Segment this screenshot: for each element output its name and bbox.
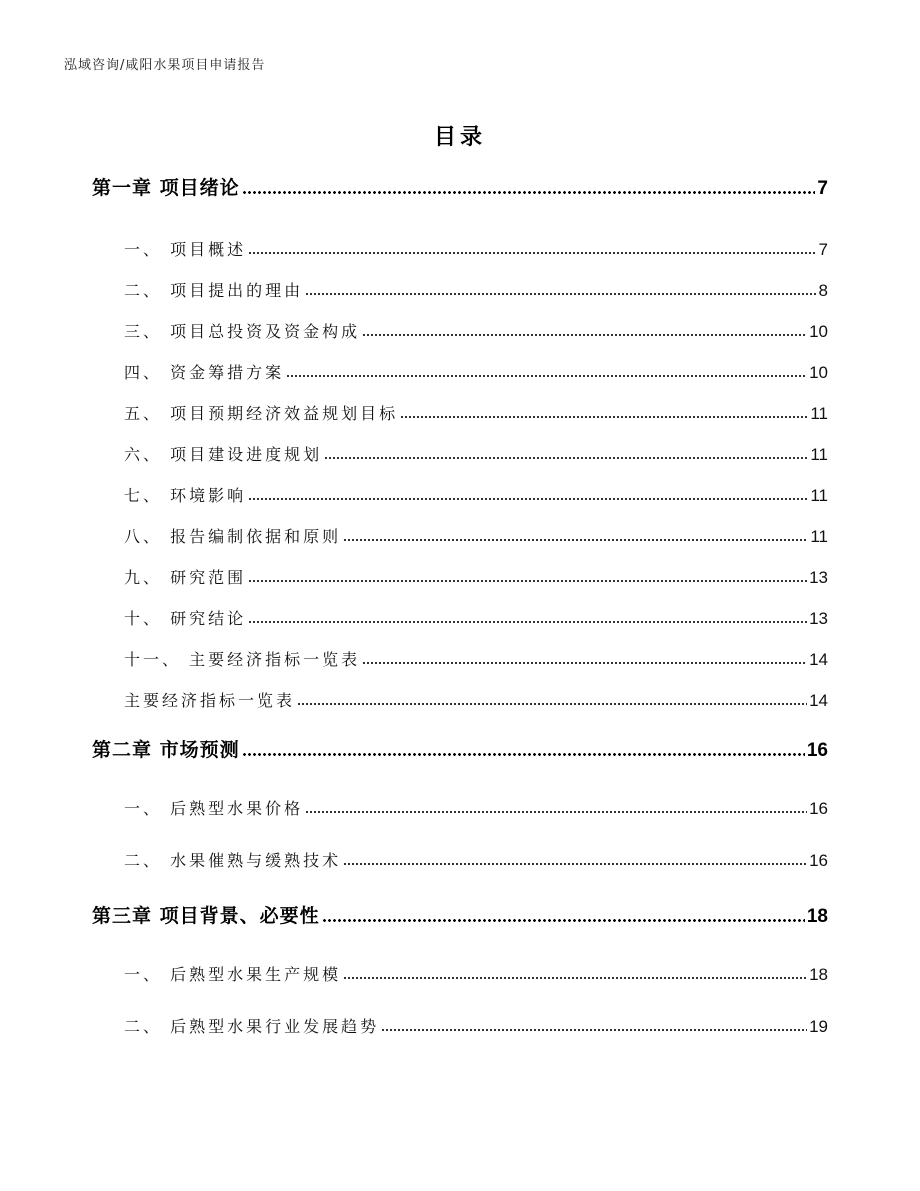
dot-leader	[381, 1028, 807, 1032]
toc-entry-page-number: 10	[809, 363, 828, 382]
toc-entry-page-number: 14	[809, 691, 828, 710]
toc-section-entry[interactable]	[0, 681, 920, 711]
toc-entry-label: 九、 研究范围	[124, 568, 247, 587]
running-header: 泓域咨询/咸阳水果项目申请报告	[64, 58, 266, 73]
toc-title: 目录	[433, 125, 486, 150]
toc-entry-label: 一、 项目概述	[124, 240, 247, 259]
toc-chapter-entry[interactable]	[0, 732, 920, 762]
toc-entry-page-number: 19	[809, 1017, 828, 1036]
toc-entry-page-number: 11	[810, 486, 828, 505]
toc-entry-page-number: 14	[809, 650, 828, 669]
toc-entry-page-number: 16	[806, 740, 828, 761]
toc-section-entry[interactable]	[0, 1007, 920, 1037]
dot-leader	[400, 415, 808, 419]
toc-entry-page-number: 11	[810, 445, 828, 464]
dot-leader	[248, 620, 807, 624]
toc-entry-label: 六、 项目建设进度规划	[124, 445, 323, 464]
toc-section-entry[interactable]	[0, 640, 920, 670]
toc-section-entry[interactable]	[0, 312, 920, 342]
toc-section-entry[interactable]	[0, 435, 920, 465]
toc-section-entry[interactable]	[0, 353, 920, 383]
toc-entry-page-number: 7	[818, 240, 828, 259]
dot-leader	[343, 538, 808, 542]
toc-section-entry[interactable]	[0, 271, 920, 301]
toc-entry-page-number: 11	[810, 527, 828, 546]
toc-section-entry[interactable]	[0, 476, 920, 506]
toc-section-entry[interactable]	[0, 558, 920, 588]
dot-leader	[242, 190, 816, 195]
dot-leader	[362, 661, 807, 665]
toc-entry-page-number: 18	[809, 965, 828, 984]
toc-entry-label: 第三章 项目背景、必要性	[92, 905, 320, 927]
toc-entry-label: 五、 项目预期经济效益规划目标	[124, 404, 399, 423]
toc-section-entry[interactable]	[0, 599, 920, 629]
toc-entry-label: 一、 后熟型水果价格	[124, 799, 304, 818]
toc-entry-label: 七、 环境影响	[124, 486, 247, 505]
toc-entry-label: 第二章 市场预测	[92, 739, 240, 761]
toc-entry-page-number: 13	[809, 609, 828, 628]
toc-section-entry[interactable]	[0, 517, 920, 547]
toc-section-entry[interactable]	[0, 230, 920, 260]
toc-entry-label: 二、 水果催熟与缓熟技术	[124, 851, 342, 870]
toc-section-entry[interactable]	[0, 955, 920, 985]
toc-entry-label: 八、 报告编制依据和原则	[124, 527, 342, 546]
toc-section-entry[interactable]	[0, 394, 920, 424]
dot-leader	[248, 251, 816, 255]
toc-entry-page-number: 16	[809, 851, 828, 870]
dot-leader	[248, 579, 807, 583]
toc-entry-label: 二、 后熟型水果行业发展趋势	[124, 1017, 380, 1036]
toc-entry-label: 一、 后熟型水果生产规模	[124, 965, 342, 984]
dot-leader	[343, 976, 807, 980]
dot-leader	[286, 374, 807, 378]
toc-entry-page-number: 13	[809, 568, 828, 587]
toc-entry-page-number: 16	[809, 799, 828, 818]
toc-section-entry[interactable]	[0, 789, 920, 819]
dot-leader	[248, 497, 808, 501]
toc-entry-label: 十一、 主要经济指标一览表	[124, 650, 361, 669]
toc-entry-label: 十、 研究结论	[124, 609, 247, 628]
toc-entry-page-number: 8	[818, 281, 828, 300]
toc-entry-page-number: 11	[810, 404, 828, 423]
toc-chapter-entry[interactable]	[0, 898, 920, 928]
toc-section-entry[interactable]	[0, 841, 920, 871]
dot-leader	[324, 456, 808, 460]
dot-leader	[305, 292, 816, 296]
toc-entry-label: 主要经济指标一览表	[124, 691, 296, 710]
dot-leader	[305, 810, 807, 814]
toc-entry-page-number: 10	[809, 322, 828, 341]
toc-entry-label: 四、 资金筹措方案	[124, 363, 285, 382]
toc-entry-label: 二、 项目提出的理由	[124, 281, 304, 300]
dot-leader	[322, 918, 805, 923]
toc-chapter-entry[interactable]	[0, 170, 920, 200]
toc-entry-page-number: 18	[806, 906, 828, 927]
dot-leader	[343, 862, 807, 866]
toc-entry-label: 三、 项目总投资及资金构成	[124, 322, 361, 341]
toc-entry-label: 第一章 项目绪论	[92, 177, 240, 199]
dot-leader	[362, 333, 807, 337]
dot-leader	[297, 702, 807, 706]
dot-leader	[242, 752, 805, 757]
toc-entry-page-number: 7	[817, 178, 828, 199]
